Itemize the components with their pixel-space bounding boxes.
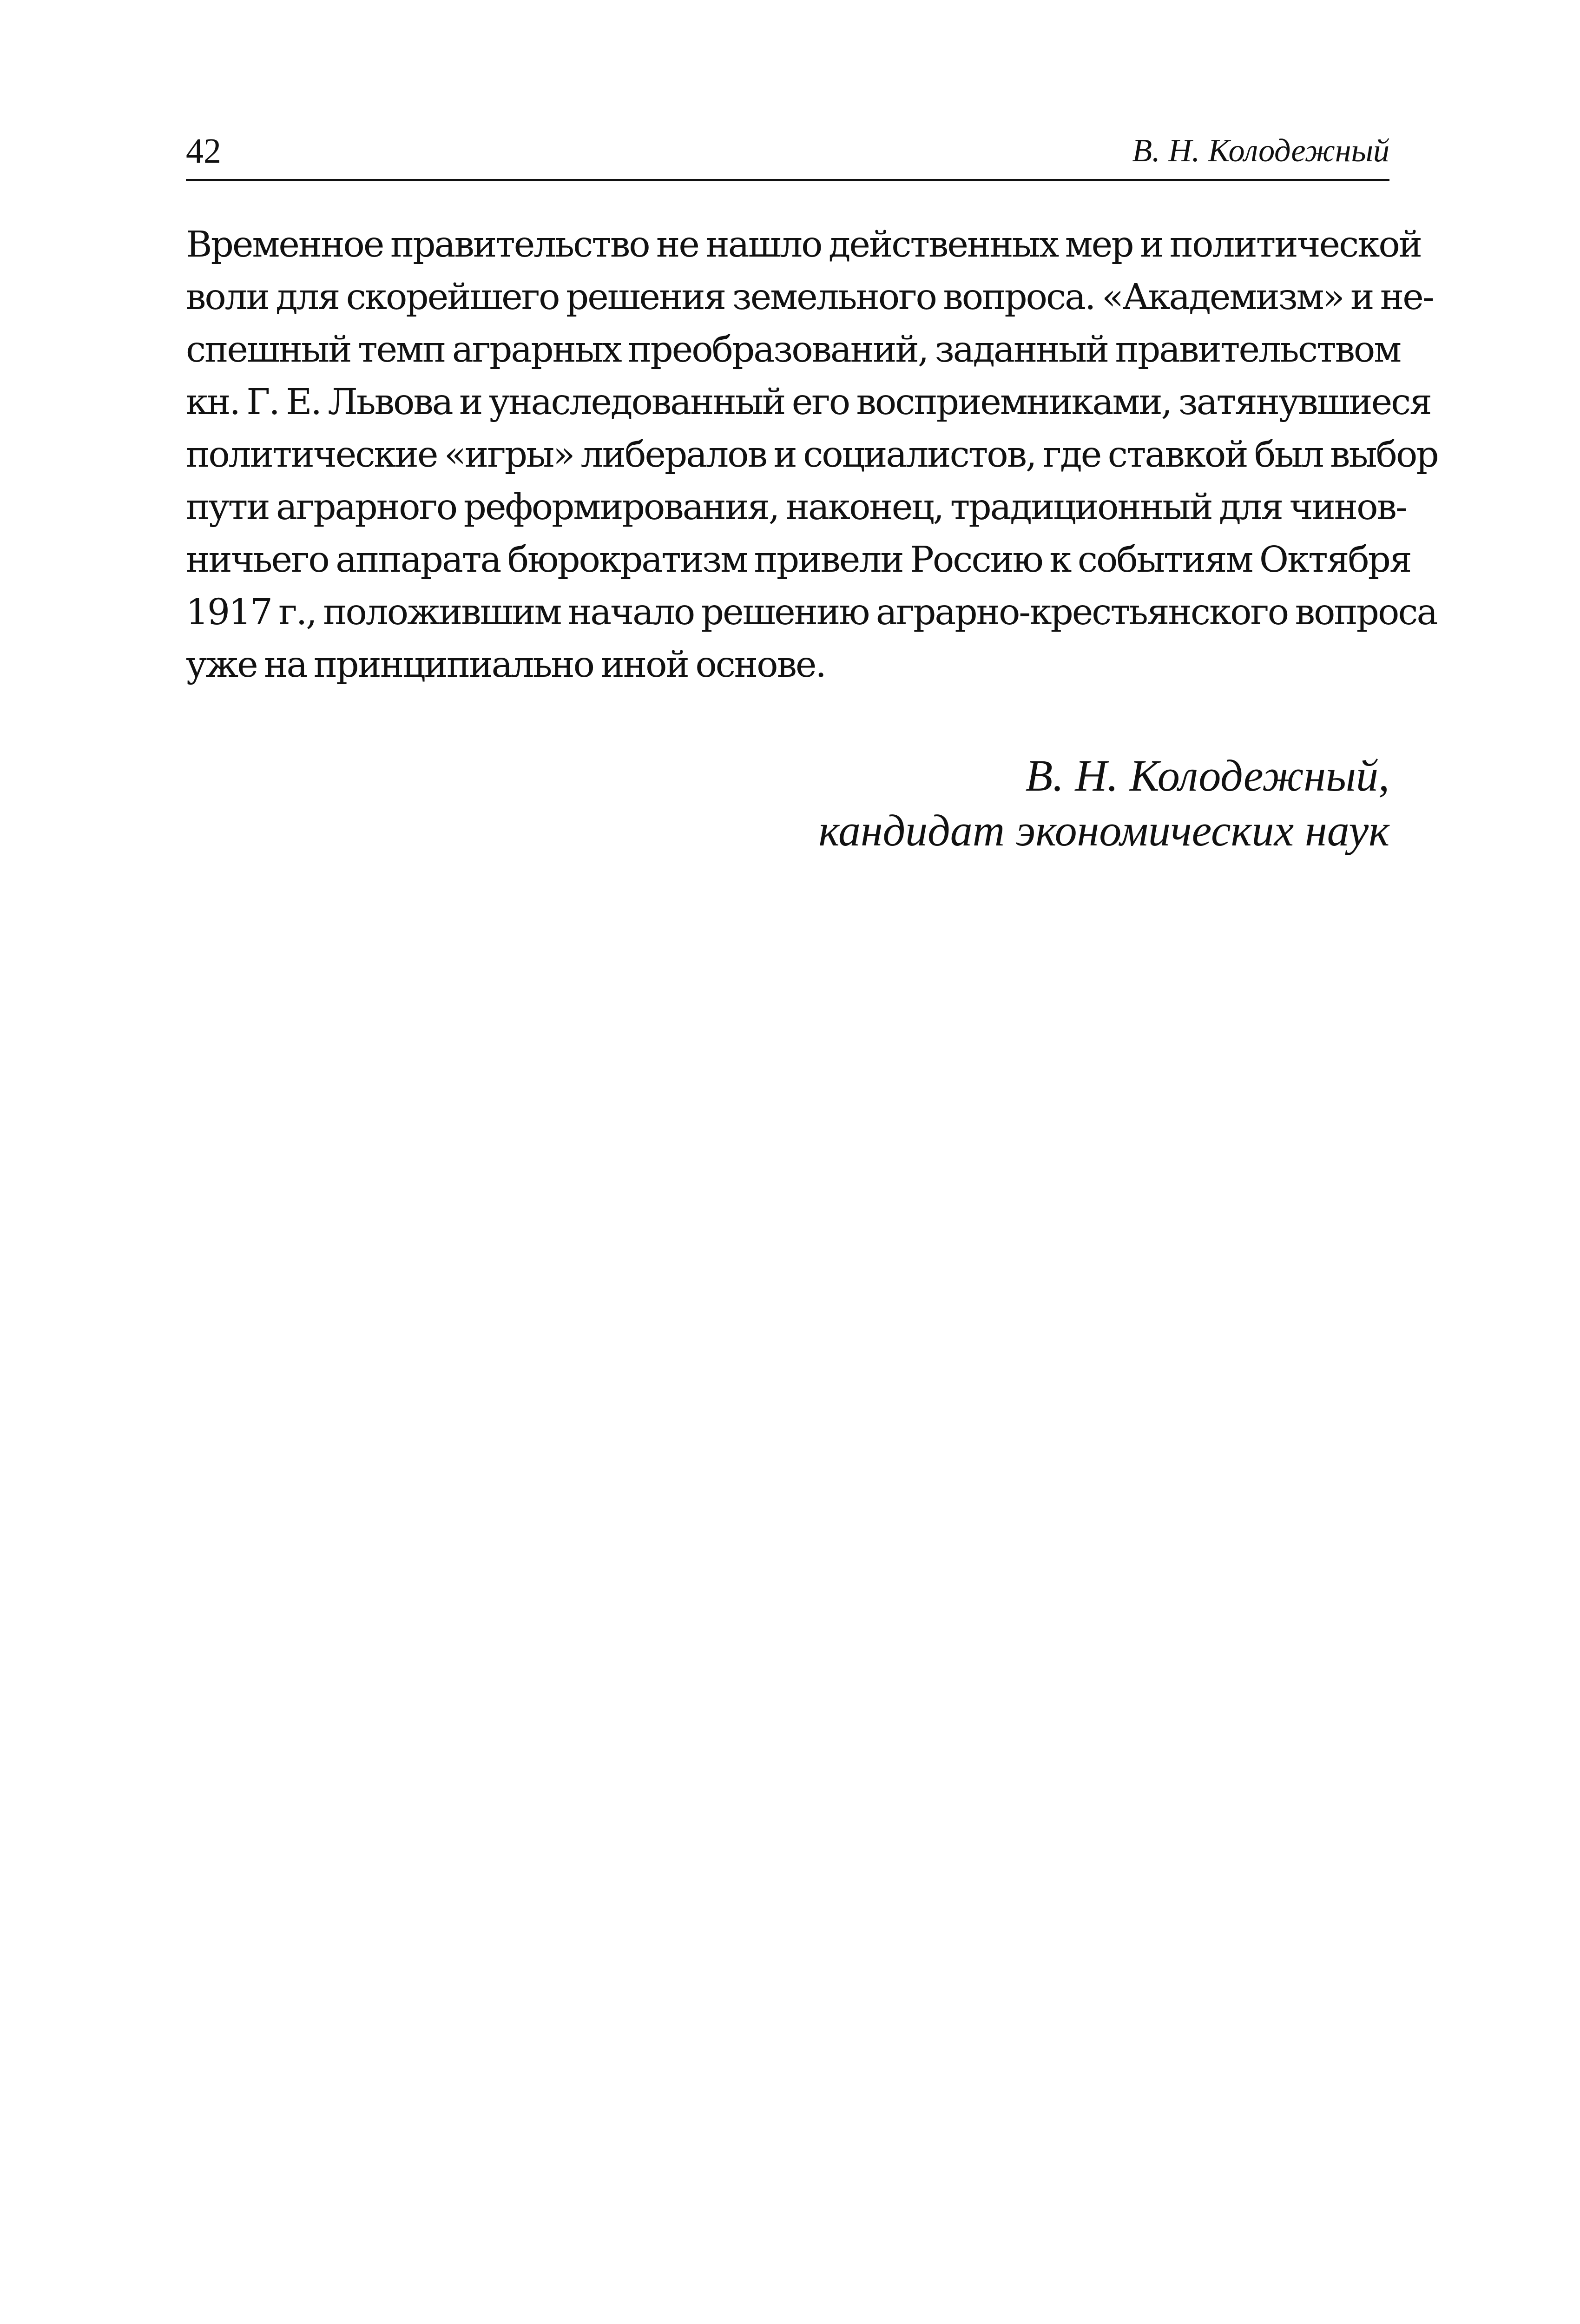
signature-title: кандидат экономических наук — [818, 805, 1389, 855]
running-header-author: В. Н. Колодежный — [1132, 133, 1389, 169]
paragraph-line: спешный темп аграрных преобразований, заданный правительством — [186, 329, 1401, 370]
paragraph-line: 1917 г., положившим начало решению аграрно-крестьянского вопроса — [186, 592, 1437, 633]
body-paragraph — [186, 218, 1438, 691]
signature-name: В. Н. Колодежный, — [1025, 751, 1389, 800]
paragraph-line: Временное правительство не нашло действенных мер и политической — [186, 224, 1422, 265]
running-header — [186, 128, 1389, 181]
paragraph-line: воли для скорейшего решения земельного вопроса. «Академизм» и не- — [186, 277, 1433, 318]
paragraph-line: кн. Г. Е. Львова и унаследованный его восприемниками, затянувшиеся — [186, 382, 1431, 423]
paragraph-line: политические «игры» либералов и социалистов, где ставкой был выбор — [186, 434, 1438, 475]
paragraph-line: пути аграрного реформирования, наконец, традиционный для чинов- — [186, 487, 1406, 528]
page-number: 42 — [186, 132, 221, 171]
author-signature — [818, 748, 1389, 858]
paragraph-line: уже на принципиально иной основе. — [186, 644, 825, 686]
paragraph-line: ничьего аппарата бюрократизм привели Россию к событиям Октября — [186, 539, 1411, 581]
